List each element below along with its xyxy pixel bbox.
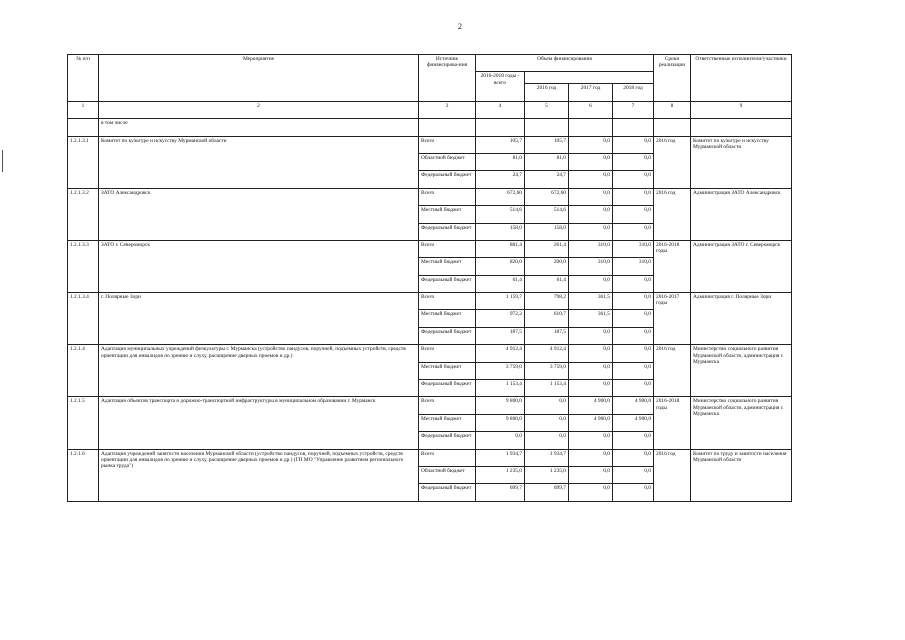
- implementation-term: 2016 год: [654, 188, 691, 240]
- row-number: 1.2.1.3.4: [68, 293, 99, 345]
- header-years-spacer: [525, 72, 654, 84]
- table-row: [68, 449, 792, 466]
- header-num: № п/п: [68, 55, 99, 102]
- amount-2017: 0,0: [569, 432, 613, 449]
- amount-2016: 0,0: [525, 432, 569, 449]
- event-name: ЗАТО г. Североморск: [99, 240, 419, 292]
- col-number: 4: [476, 101, 525, 118]
- event-name: Комитет по культуре и искусству Мурманской области: [99, 136, 419, 188]
- table-row: [68, 136, 792, 153]
- amount-2017: 310,0: [569, 240, 613, 257]
- amount-total: 514,6: [476, 206, 525, 223]
- amount-2017: 0,0: [569, 449, 613, 466]
- funding-source: Всего: [419, 397, 476, 414]
- amount-total: 0,0: [476, 432, 525, 449]
- amount-2017: 4 900,0: [569, 414, 613, 431]
- event-name: г. Полярные Зори: [99, 293, 419, 345]
- amount-total: 699,7: [476, 484, 525, 502]
- amount-2017: 0,0: [569, 484, 613, 502]
- implementation-term: 2016-2017 годы: [654, 293, 691, 345]
- amount-2016: 1 153,4: [525, 380, 569, 397]
- amount-2018: 0,0: [613, 449, 654, 466]
- row-number: 1.2.1.4: [68, 345, 99, 397]
- responsible-party: Администрация г. Полярные Зори: [691, 293, 792, 345]
- amount-total: 9 800,0: [476, 414, 525, 431]
- amount-2018: 0,0: [613, 206, 654, 223]
- header-row-top: [68, 55, 792, 72]
- funding-source: Местный бюджет: [419, 206, 476, 223]
- col-number: 2: [99, 101, 419, 118]
- header-responsible: Ответственные исполнители/участники: [691, 55, 792, 102]
- amount-2016: 61,4: [525, 275, 569, 292]
- funding-source: Федеральный бюджет: [419, 327, 476, 344]
- funding-table: [67, 54, 792, 502]
- amount-2016: 610,7: [525, 310, 569, 327]
- amount-2017: 361,5: [569, 293, 613, 310]
- amount-total: 4 912,4: [476, 345, 525, 362]
- funding-source: Всего: [419, 136, 476, 153]
- header-2018: 2018 год: [613, 84, 654, 101]
- funding-source: Всего: [419, 188, 476, 205]
- col-number: 5: [525, 101, 569, 118]
- amount-2017: 310,0: [569, 258, 613, 275]
- amount-2017: 4 900,0: [569, 397, 613, 414]
- amount-2016: 187,5: [525, 327, 569, 344]
- amount-2017: 0,0: [569, 223, 613, 240]
- amount-2018: 0,0: [613, 362, 654, 379]
- amount-2018: 0,0: [613, 223, 654, 240]
- amount-2017: 0,0: [569, 380, 613, 397]
- amount-total: 1 235,0: [476, 466, 525, 483]
- funding-table-body: [68, 55, 792, 502]
- funding-source: Местный бюджет: [419, 258, 476, 275]
- funding-source: Федеральный бюджет: [419, 432, 476, 449]
- amount-2018: 0,0: [613, 293, 654, 310]
- row-number: 1.2.1.3.2: [68, 188, 99, 240]
- amount-2016: 105,7: [525, 136, 569, 153]
- row-number: 1.2.1.3.3: [68, 240, 99, 292]
- responsible-party: Комитет по культуре и искусству Мурманской области: [691, 136, 792, 188]
- amount-total: 105,7: [476, 136, 525, 153]
- amount-2018: 0,0: [613, 275, 654, 292]
- amount-total: 1 159,7: [476, 293, 525, 310]
- funding-source: Местный бюджет: [419, 362, 476, 379]
- table-row: [68, 397, 792, 414]
- amount-2017: 0,0: [569, 136, 613, 153]
- funding-source: Областной бюджет: [419, 153, 476, 170]
- amount-2016: 699,7: [525, 484, 569, 502]
- header-terms: Сроки реализации: [654, 55, 691, 102]
- amount-2018: 4 900,0: [613, 397, 654, 414]
- amount-2018: 0,0: [613, 136, 654, 153]
- event-name: Адаптация муниципальных учреждений физкультуры г. Мурманска (устройство пандусов, поручней, подъемных устройств, средств ориентации для инвалидов по зрению и слуху, расширение дверных проемов и др.): [99, 345, 419, 397]
- funding-source: Всего: [419, 449, 476, 466]
- col-number: 3: [419, 101, 476, 118]
- amount-2016: 3 759,0: [525, 362, 569, 379]
- amount-2016: 81,0: [525, 153, 569, 170]
- implementation-term: 2016 год: [654, 136, 691, 188]
- amount-2016: 158,0: [525, 223, 569, 240]
- amount-2017: 0,0: [569, 188, 613, 205]
- responsible-party: Администрация ЗАТО г. Североморск: [691, 240, 792, 292]
- amount-2017: 361,5: [569, 310, 613, 327]
- responsible-party: Министерство социального развития Мурманской области, администрация г. Мурманска: [691, 345, 792, 397]
- amount-2018: 0,0: [613, 171, 654, 188]
- amount-2017: 0,0: [569, 466, 613, 483]
- implementation-term: 2016-2018 годы: [654, 397, 691, 449]
- amount-2016: 4 912,4: [525, 345, 569, 362]
- implementation-term: 2016 год: [654, 449, 691, 501]
- amount-2018: 0,0: [613, 310, 654, 327]
- header-2016: 2016 год: [525, 84, 569, 101]
- funding-source: Федеральный бюджет: [419, 275, 476, 292]
- column-number-row: [68, 101, 792, 118]
- funding-source: Федеральный бюджет: [419, 484, 476, 502]
- amount-2017: 0,0: [569, 362, 613, 379]
- amount-total: 81,0: [476, 153, 525, 170]
- amount-2018: 0,0: [613, 345, 654, 362]
- table-row: [68, 345, 792, 362]
- amount-2016: 1 235,0: [525, 466, 569, 483]
- responsible-party: Комитет по труду и занятости населения Мурманской области: [691, 449, 792, 501]
- amount-total: 1 934,7: [476, 449, 525, 466]
- amount-2016: 1 934,7: [525, 449, 569, 466]
- funding-source: Местный бюджет: [419, 310, 476, 327]
- implementation-term: 2016 год: [654, 345, 691, 397]
- amount-2016: 0,0: [525, 414, 569, 431]
- page-number: 2: [458, 22, 462, 31]
- amount-2018: 310,0: [613, 240, 654, 257]
- amount-2017: 0,0: [569, 275, 613, 292]
- amount-total: 820,0: [476, 258, 525, 275]
- amount-2018: 310,0: [613, 258, 654, 275]
- col-number: 7: [613, 101, 654, 118]
- header-total: 2016-2018 годы - всего: [476, 72, 525, 101]
- amount-total: 3 759,0: [476, 362, 525, 379]
- amount-2016: 514,6: [525, 206, 569, 223]
- col-number: 9: [691, 101, 792, 118]
- row-number: 1.2.1.5: [68, 397, 99, 449]
- amount-2018: 0,0: [613, 432, 654, 449]
- event-name: Адаптация учреждений занятости населения Мурманской области (устройство пандусов, поручней, подъемных устройств, средств ориентации для инвалидов по зрению и слуху, расширение дверных проемов и др.) (ГП МО "Управление развитием регионального рынка труда"): [99, 449, 419, 501]
- amount-2017: 0,0: [569, 345, 613, 362]
- subheading-row: [68, 119, 792, 136]
- funding-source: Всего: [419, 293, 476, 310]
- funding-source: Федеральный бюджет: [419, 380, 476, 397]
- col-number: 6: [569, 101, 613, 118]
- amount-total: 9 800,0: [476, 397, 525, 414]
- amount-2018: 0,0: [613, 380, 654, 397]
- amount-total: 158,0: [476, 223, 525, 240]
- amount-2017: 0,0: [569, 206, 613, 223]
- funding-source: Федеральный бюджет: [419, 223, 476, 240]
- amount-2016: 0,0: [525, 397, 569, 414]
- amount-total: 672,60: [476, 188, 525, 205]
- amount-2016: 798,2: [525, 293, 569, 310]
- amount-total: 881,4: [476, 240, 525, 257]
- amount-2017: 0,0: [569, 153, 613, 170]
- funding-source: Областной бюджет: [419, 466, 476, 483]
- amount-2016: 24,7: [525, 171, 569, 188]
- responsible-party: Министерство социального развития Мурманской области, администрация г. Мурманска: [691, 397, 792, 449]
- amount-2018: 0,0: [613, 153, 654, 170]
- row-number: 1.2.1.6: [68, 449, 99, 501]
- amount-2016: 200,0: [525, 258, 569, 275]
- amount-2018: 0,0: [613, 484, 654, 502]
- funding-source: Всего: [419, 345, 476, 362]
- header-source: Источник финансирова-ния: [419, 55, 476, 102]
- funding-source: Федеральный бюджет: [419, 171, 476, 188]
- amount-2018: 0,0: [613, 327, 654, 344]
- scan-artifact-mark: [2, 150, 3, 172]
- subheading-text: в том числе: [99, 119, 419, 136]
- amount-total: 24,7: [476, 171, 525, 188]
- amount-2017: 0,0: [569, 171, 613, 188]
- table-row: [68, 188, 792, 205]
- amount-total: 1 153,4: [476, 380, 525, 397]
- responsible-party: Администрация ЗАТО Александровск: [691, 188, 792, 240]
- event-name: ЗАТО Александровск: [99, 188, 419, 240]
- header-event: Мероприятие: [99, 55, 419, 102]
- amount-2016: 261,4: [525, 240, 569, 257]
- amount-2018: 4 900,0: [613, 414, 654, 431]
- event-name: Адаптация объектов транспорта и дорожно-транспортной инфраструктуры в муниципальном образовании г. Мурманск: [99, 397, 419, 449]
- funding-source: Местный бюджет: [419, 414, 476, 431]
- table-row: [68, 240, 792, 257]
- implementation-term: 2016-2018 годы: [654, 240, 691, 292]
- amount-total: 61,4: [476, 275, 525, 292]
- amount-2016: 672,60: [525, 188, 569, 205]
- row-number: 1.2.1.3.1: [68, 136, 99, 188]
- amount-total: 972,2: [476, 310, 525, 327]
- header-2017: 2017 год: [569, 84, 613, 101]
- col-number: 8: [654, 101, 691, 118]
- amount-total: 187,5: [476, 327, 525, 344]
- header-funding: Объем финансирования: [476, 55, 654, 72]
- funding-source: Всего: [419, 240, 476, 257]
- amount-2017: 0,0: [569, 327, 613, 344]
- amount-2018: 0,0: [613, 466, 654, 483]
- amount-2018: 0,0: [613, 188, 654, 205]
- col-number: 1: [68, 101, 99, 118]
- table-row: [68, 293, 792, 310]
